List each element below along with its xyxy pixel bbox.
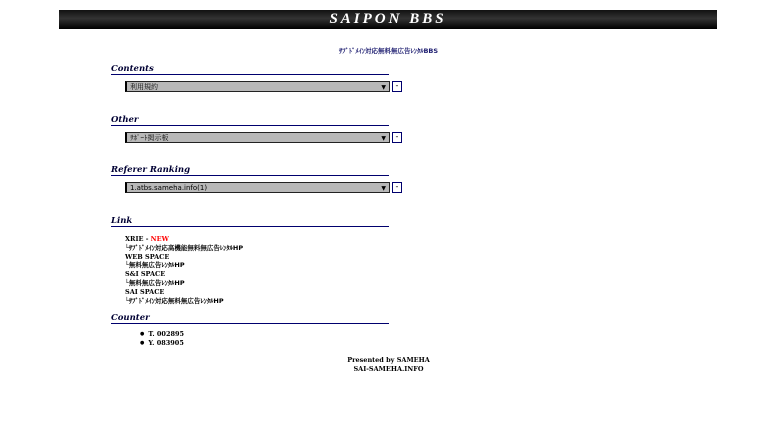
other-heading: Other (111, 115, 389, 126)
referer-go-button[interactable]: - (392, 182, 402, 193)
link-heading: Link (111, 216, 389, 227)
contents-select-value: 利用規約 (130, 83, 158, 91)
referer-select[interactable] (125, 182, 390, 193)
other-section (111, 115, 399, 142)
link-web-space[interactable]: WEB SPACE (125, 252, 170, 261)
referer-heading: Referer Ranking (111, 165, 389, 176)
other-go-button[interactable]: - (392, 132, 402, 143)
link-item (125, 235, 243, 244)
triangle-down-icon: ▼ (381, 185, 386, 192)
referer-section (111, 165, 399, 192)
link-section (111, 216, 389, 227)
footer-site-link[interactable]: SAI-SAMEHA.INFO (353, 365, 424, 373)
contents-go-button[interactable]: - (392, 81, 402, 92)
triangle-down-icon: ▼ (381, 135, 386, 142)
link-description: └ｻﾌﾞﾄﾞﾒｲﾝ対応高機能無料無広告ﾚﾝﾀﾙHP (125, 243, 244, 252)
contents-heading: Contents (111, 64, 389, 75)
link-description: └ｻﾌﾞﾄﾞﾒｲﾝ対応無料無広告ﾚﾝﾀﾙHP (125, 296, 224, 305)
other-select[interactable] (125, 132, 390, 143)
site-title: SAIPON BBS (329, 11, 447, 27)
link-xrie[interactable]: XRIE - (125, 235, 151, 243)
site-banner (59, 10, 717, 29)
new-badge: NEW (150, 235, 169, 243)
referer-select-row (125, 182, 402, 193)
contents-select-row (125, 81, 402, 92)
link-si-space[interactable]: S&I SPACE (125, 270, 166, 279)
other-select-value: ｻﾎﾟｰﾄ掲示板 (130, 134, 169, 142)
other-select-row (125, 132, 402, 143)
contents-section (111, 64, 399, 91)
footer-presented: Presented by SAMEHA (347, 356, 430, 364)
counter-yesterday: ● Y. 083905 (140, 339, 184, 348)
contents-select[interactable] (125, 81, 390, 92)
counter-section (111, 313, 389, 324)
counter-list (140, 330, 184, 348)
link-description: └無料無広告ﾚﾝﾀﾙHP (125, 261, 185, 270)
counter-heading: Counter (111, 313, 389, 324)
counter-today: ● T. 002895 (140, 330, 184, 339)
link-sai-space[interactable]: SAI SPACE (125, 287, 165, 296)
site-subtitle: ｻﾌﾞﾄﾞﾒｲﾝ対応無料無広告ﾚﾝﾀﾙBBS (338, 47, 439, 55)
link-list (125, 235, 243, 305)
link-description: └無料無広告ﾚﾝﾀﾙHP (125, 278, 185, 287)
referer-select-value: 1.atbs.sameha.info(1) (130, 184, 208, 192)
triangle-down-icon: ▼ (381, 84, 386, 91)
footer (0, 356, 777, 374)
